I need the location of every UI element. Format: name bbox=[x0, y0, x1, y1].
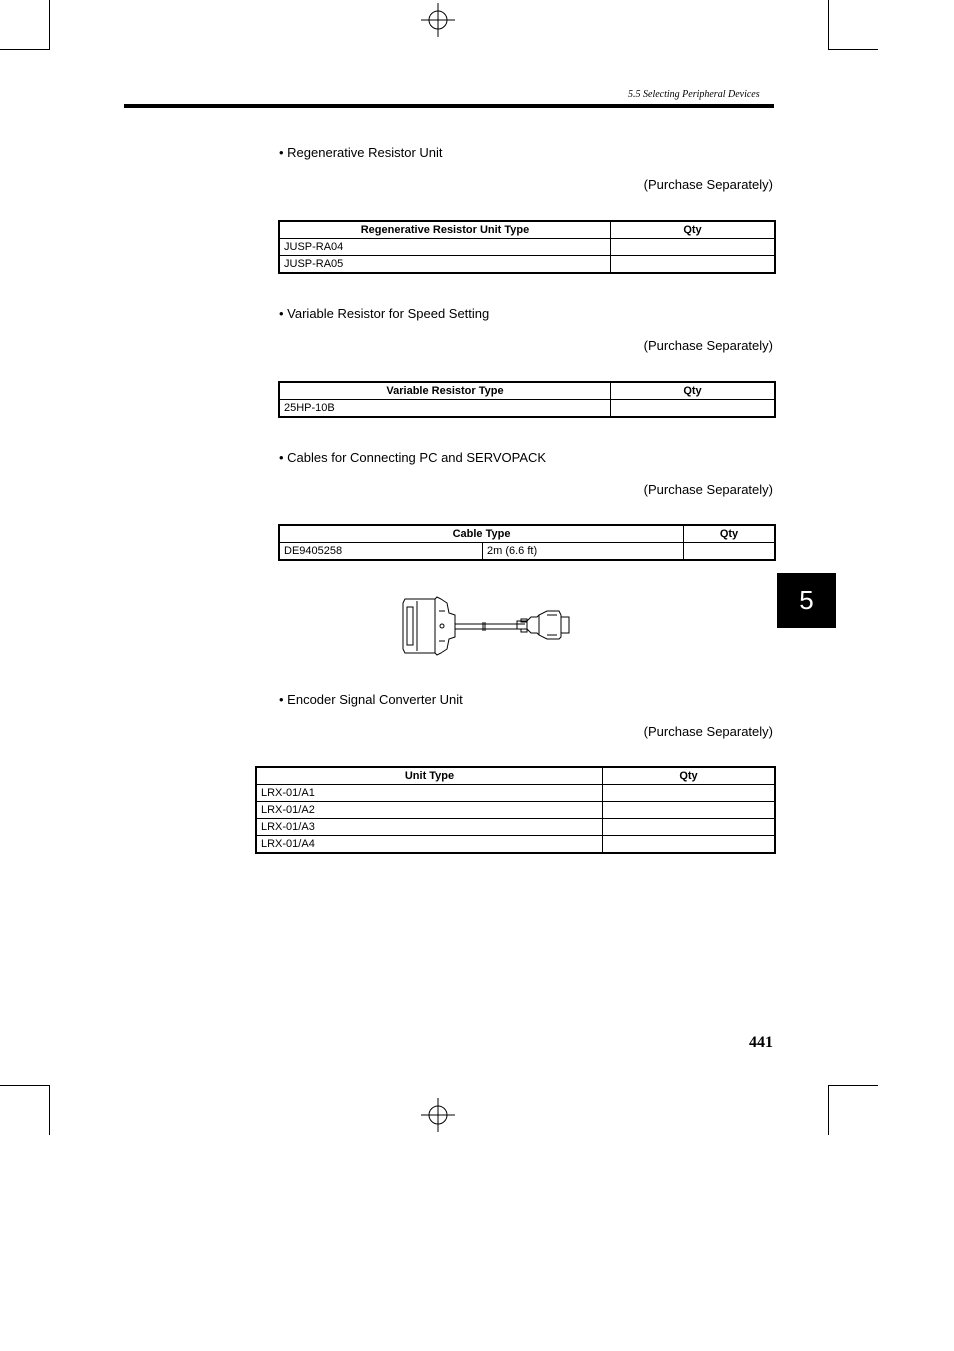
crop-mark bbox=[49, 1085, 50, 1135]
purchase-note: (Purchase Separately) bbox=[643, 338, 773, 353]
qty-cell bbox=[611, 400, 776, 418]
section-title: • Regenerative Resistor Unit bbox=[279, 145, 443, 160]
table-cell: 25HP-10B bbox=[279, 400, 611, 418]
table-row bbox=[279, 256, 775, 274]
table-cell: LRX-01/A3 bbox=[256, 819, 603, 836]
column-header: Unit Type bbox=[256, 767, 603, 785]
page-number: 441 bbox=[749, 1034, 773, 1051]
header-rule bbox=[124, 104, 774, 108]
qty-cell bbox=[611, 256, 776, 274]
table-row bbox=[279, 239, 775, 256]
crop-mark bbox=[828, 1085, 829, 1135]
variable-resistor-table bbox=[278, 381, 776, 418]
crop-mark bbox=[828, 49, 878, 50]
column-header: Variable Resistor Type bbox=[279, 382, 611, 400]
table-row bbox=[279, 400, 775, 418]
column-header: Cable Type bbox=[279, 525, 684, 543]
section-title: • Encoder Signal Converter Unit bbox=[279, 692, 463, 707]
qty-cell bbox=[603, 819, 776, 836]
qty-cell bbox=[603, 785, 776, 802]
column-header: Regenerative Resistor Unit Type bbox=[279, 221, 611, 239]
table-header-row bbox=[279, 221, 775, 239]
purchase-note: (Purchase Separately) bbox=[643, 177, 773, 192]
table-row bbox=[256, 819, 775, 836]
column-header: Qty bbox=[684, 525, 776, 543]
purchase-note: (Purchase Separately) bbox=[643, 482, 773, 497]
column-header: Qty bbox=[611, 382, 776, 400]
crop-mark bbox=[0, 1085, 50, 1086]
table-row bbox=[256, 785, 775, 802]
qty-cell bbox=[684, 543, 776, 561]
table-cell: 2m (6.6 ft) bbox=[483, 543, 684, 561]
table-cell: JUSP-RA05 bbox=[279, 256, 611, 274]
column-header: Qty bbox=[611, 221, 776, 239]
crop-mark bbox=[0, 49, 50, 50]
table-row bbox=[256, 836, 775, 854]
qty-cell bbox=[603, 836, 776, 854]
section-title: • Cables for Connecting PC and SERVOPACK bbox=[279, 450, 547, 465]
table-row bbox=[279, 543, 775, 561]
registration-mark-icon bbox=[421, 3, 455, 37]
crop-mark bbox=[828, 0, 829, 50]
section-title: • Variable Resistor for Speed Setting bbox=[279, 306, 490, 321]
purchase-note: (Purchase Separately) bbox=[643, 724, 773, 739]
regenerative-resistor-table bbox=[278, 220, 776, 274]
qty-cell bbox=[611, 239, 776, 256]
table-cell: DE9405258 bbox=[279, 543, 483, 561]
cable-illustration-icon bbox=[397, 593, 581, 659]
registration-mark-icon bbox=[421, 1098, 455, 1132]
cable-table bbox=[278, 524, 776, 561]
table-row bbox=[256, 802, 775, 819]
column-header: Qty bbox=[603, 767, 776, 785]
table-cell: JUSP-RA04 bbox=[279, 239, 611, 256]
table-header-row bbox=[279, 525, 775, 543]
table-cell: LRX-01/A1 bbox=[256, 785, 603, 802]
table-cell: LRX-01/A2 bbox=[256, 802, 603, 819]
chapter-tab: 5 bbox=[777, 573, 836, 628]
table-cell: LRX-01/A4 bbox=[256, 836, 603, 854]
table-header-row bbox=[256, 767, 775, 785]
encoder-converter-table bbox=[255, 766, 776, 854]
qty-cell bbox=[603, 802, 776, 819]
section-header: 5.5 Selecting Peripheral Devices bbox=[628, 89, 760, 100]
table-header-row bbox=[279, 382, 775, 400]
crop-mark bbox=[49, 0, 50, 50]
crop-mark bbox=[828, 1085, 878, 1086]
